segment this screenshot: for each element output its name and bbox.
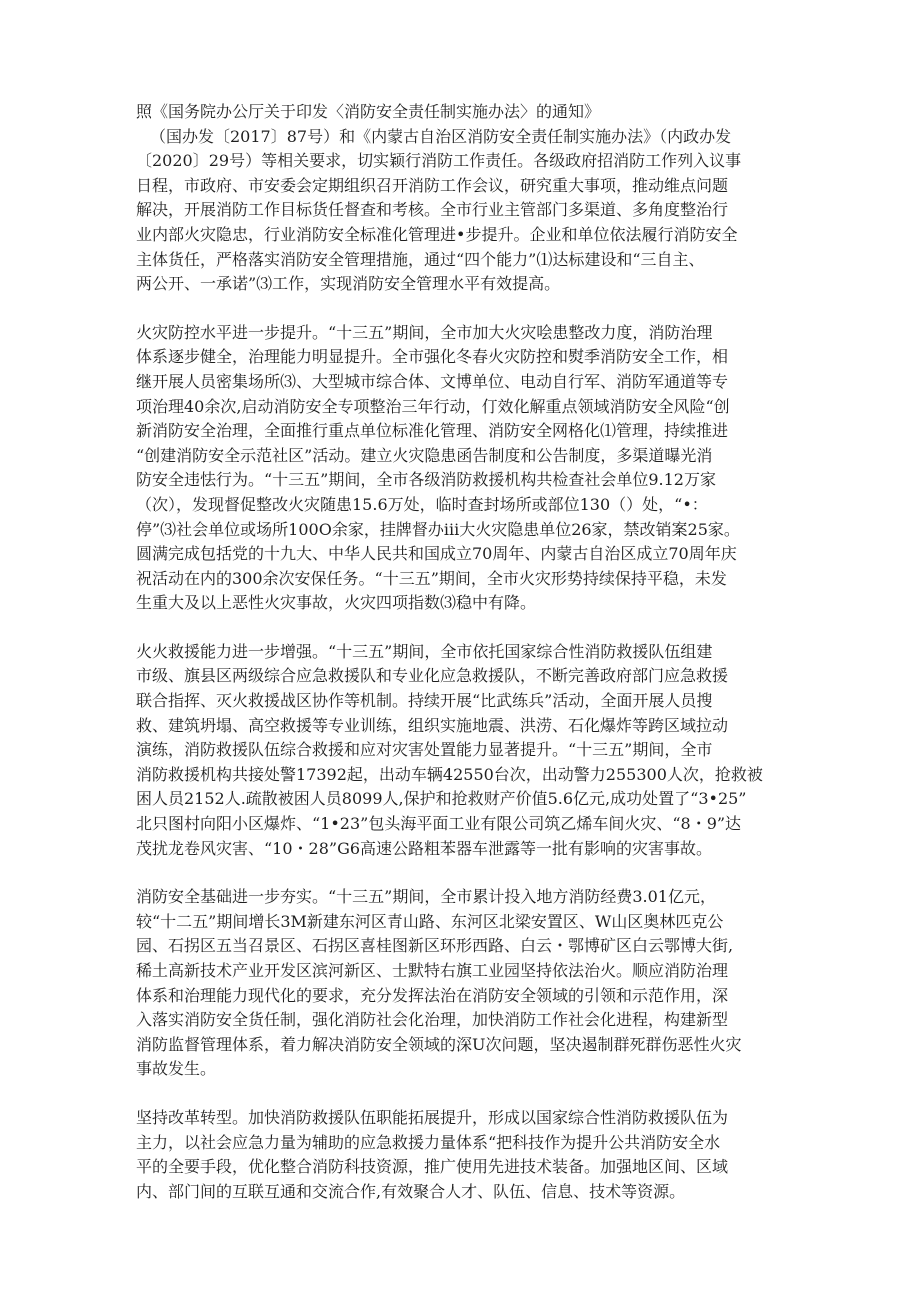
text-line: 项治理40余次,启动消防安全专项整治三年行动，仃效化解重点领域消防安全风险“创: [136, 396, 730, 416]
text-line: 防安全违怯行为。“十三五”期间，全市各级消防救援机构共检查社会单位9.12万家: [136, 470, 716, 490]
text-line: 主力，以社会应急力量为辅助的应急救援力量体系“把科技作为提升公共消防安全水: [136, 1132, 721, 1152]
text-line: 火火救援能力进一步增强。“十三五”期间，全市依托国家综合性消防救援队伍组建: [136, 641, 713, 661]
text-line: 事故发生。: [136, 1059, 217, 1079]
text-line: 祝活动在内的300余次安保任务。“十三五”期间，全市火灾形势持续保持平稳，未发: [136, 568, 727, 588]
document-page: [136, 100, 786, 1228]
text-line: 日程，市政府、市安委会定期组织召开消防工作会议，研究重大事项，推动维点问题: [136, 175, 729, 195]
text-line: （次），发现督促整改火灾随患15.6万处，临时查封场所或部位130（）处，“•：: [136, 494, 708, 514]
text-line: 体系和治理能力现代化的要求，充分发挥法治在消防安全领域的引领和示范作用，深: [136, 985, 729, 1005]
text-line: 消防安全基础进一步夯实。“十三五”期间，全市累计投入地方消防经费3.01亿元，: [136, 887, 716, 907]
text-line: 市级、旗县区两级综合应急救援队和专业化应急救援队，不断完善政府部门应急救援: [136, 666, 729, 686]
text-line: 生重大及以上恶性火灾事故，火灾四项指数⑶稳中有降。: [136, 593, 537, 613]
text-line: 消防救援机构共接处警17392起，出动车辆42550台次，出动警力255300人次，抢救被: [136, 764, 763, 784]
paragraph-safety-foundation: [136, 885, 786, 1082]
text-line: 园、石拐区五当召景区、石拐区喜桂图新区环形西路、白云・鄂博矿区白云鄂博大街,: [136, 936, 734, 956]
text-line: 入落实消防安全货任制，强化消防社会化治理，加快消防工作社会化进程，构建新型: [136, 1010, 729, 1030]
text-line: 内、部门间的互联互通和交流合作,有效聚合人才、队伍、信息、技术等资源。: [136, 1181, 686, 1201]
text-line: 平的全要手段，优化整合消防科技资源，推广使用先进技术装备。加强地区间、区域: [136, 1157, 729, 1177]
text-line: 坚持改革转型。加快消防救援队伍职能拓展提升，形成以国家综合性消防救援队伍为: [136, 1107, 729, 1127]
paragraph-rescue-capability: [136, 640, 786, 861]
paragraph-responsibility: [136, 100, 786, 297]
text-line: 北只图村向阳小区爆炸、“1•23”包头海平面工业有限公司筑乙烯车间火灾、“8・9”达: [136, 814, 742, 834]
text-line: 照《国务院办公厅关于印发〈消防安全责任制实施办法〉的通知》: [136, 102, 601, 121]
paragraph-fire-prevention: [136, 321, 786, 616]
text-line: 新消防安全治理，全面推行重点单位标准化管理、消防安全网格化⑴管理，持续推进: [136, 421, 729, 441]
text-line: 解决，开展消防工作目标货任督查和考核。全市行业主管部门多渠道、多角度整治行: [136, 200, 729, 220]
paragraph-reform: [136, 1106, 786, 1204]
text-line: 〔2020〕29号）等相关要求，切实颖行消防工作责任。各级政府招消防工作列入议事: [136, 151, 742, 171]
text-line: 火灾防控水平进一步提升。“十三五”期间，全市加大火灾哙患整改力度，消防治理: [136, 322, 713, 342]
text-line: 联合指挥、灭火救援战区协作等机制。持续开展“比武练兵”活动，全面开展人员搜: [136, 691, 713, 711]
text-line: 停”⑶社会单位或场所100O余家，挂牌督办iii大火灾隐患单位26家，禁改销案25家。: [136, 519, 740, 539]
text-line: 演练，消防救援队伍综合救援和应对灾害处置能力显著提升。“十三五”期间，全市: [136, 740, 713, 760]
text-line: 困人员2152人.疏散被困人员8099人,保护和抢救财产价值5.6亿元,成功处置了“3•25”: [136, 789, 747, 809]
text-line: “创建消防安全示范社区”活动。建立火灾隐患函告制度和公告制度，多渠道曝光消: [136, 445, 713, 465]
text-line: 业内部火灾隐忠，行业消防安全标准化管理进•步提升。企业和单位依法履行消防安全: [136, 224, 738, 244]
text-line: 继开展人员密集场所⑶、大型城市综合体、文博单位、电动自行军、消防军通道等专: [136, 371, 729, 391]
text-line: 圆满完成包括党的十九大、中华人民共和国成立70周年、内蒙古自治区成立70周年庆: [136, 544, 737, 564]
text-line: （国办发〔2017〕87号）和《内蒙古自治区消防安全责任制实施办法》（内政办发: [150, 126, 732, 146]
text-line: 两公开、一承诺”⑶工作，实现消防安全管理水平有效提高。: [136, 274, 561, 294]
text-line: 消防监督管理体系，着力解决消防安全领域的深U次问题，坚决遏制群死群伤恶性火灾: [136, 1034, 742, 1054]
text-line: 稀土高新技术产业开发区滨河新区、士默特右旗工业园坚持依法治火。顺应消防治理: [136, 961, 729, 980]
text-line: 主体货任，严格落实消防安全管理措施，通过“四个能力”⑴达标建设和“三自主、: [136, 249, 705, 269]
text-line: 较“十二五”期间增长3M新建东河区青山路、东河区北梁安置区、W山区奥林匹克公: [136, 911, 724, 931]
text-line: 救、建筑坍塌、高空救援等专业训练，组织实施地震、洪涝、石化爆炸等跨区域拉动: [136, 715, 729, 735]
text-line: 茂扰龙卷风灾害、“10・28”G6高速公路粗苯器车泄露等一批有影响的灾害事故。: [136, 838, 713, 858]
text-line: 体系逐步健全，治理能力明显提升。全市强化冬春火灾防控和熨季消防安全工作，相: [136, 347, 729, 367]
